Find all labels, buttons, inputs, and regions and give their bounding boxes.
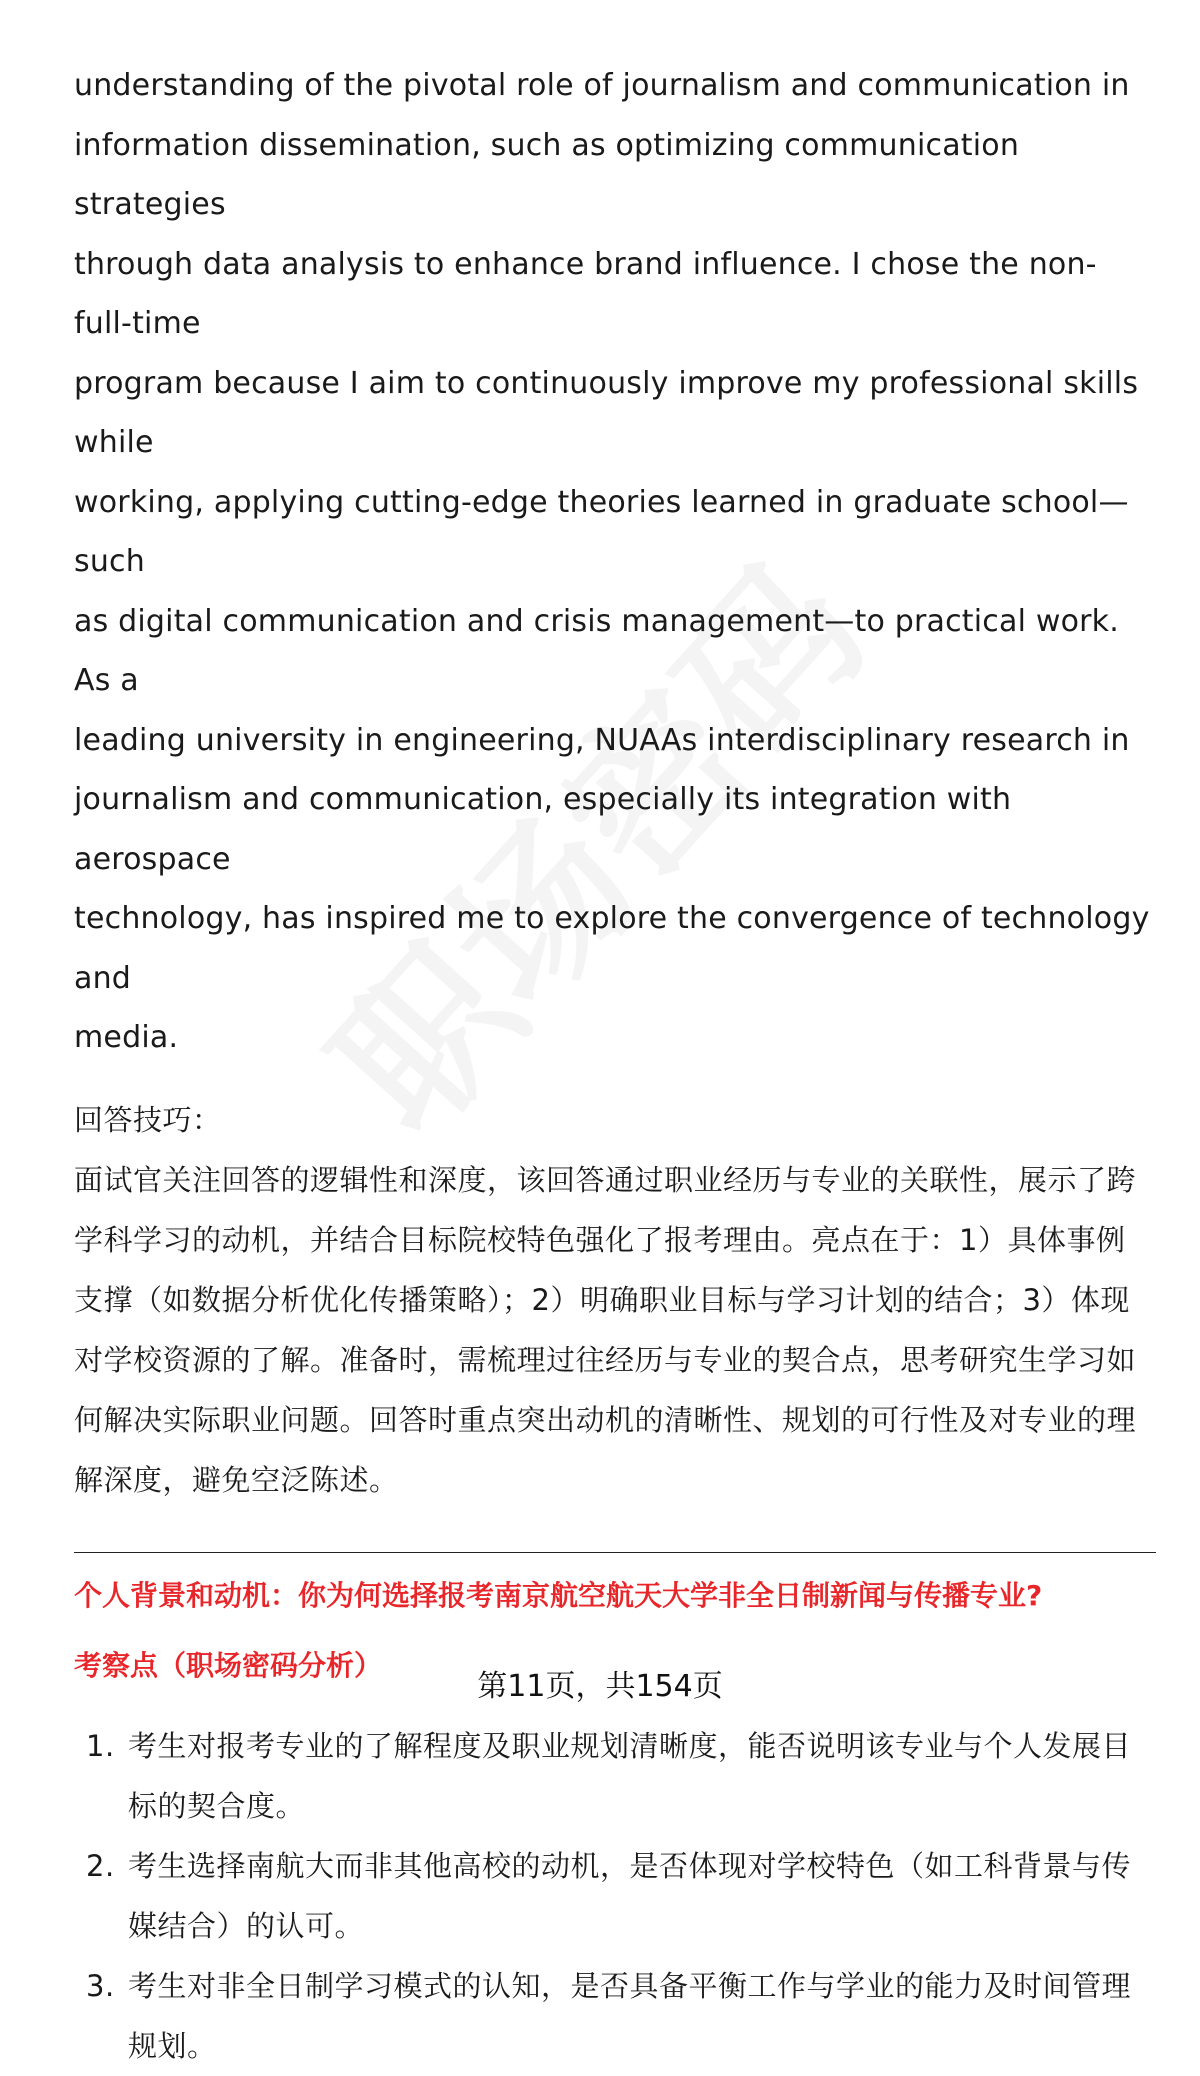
list-item-number: 3. — [86, 1968, 115, 2003]
answer-tips — [74, 1090, 1154, 1510]
tips-line: 何解决实际职业问题。回答时重点突出动机的清晰性、规划的可行性及对专业的理 — [74, 1402, 1137, 1437]
assessment-point-list — [74, 1716, 1154, 2076]
paragraph-line: working, applying cutting-edge theories learned in graduate school—such — [74, 484, 1129, 579]
paragraph-line: media. — [74, 1020, 179, 1055]
tips-line: 解深度，避免空泛陈述。 — [74, 1462, 399, 1497]
list-item-line: 考生对报考专业的了解程度及职业规划清晰度，能否说明该专业与个人发展目 — [128, 1728, 1132, 1763]
paragraph-line: understanding of the pivotal role of journalism and communication in — [74, 68, 1130, 103]
paragraph-line: technology, has inspired me to explore the convergence of technology and — [74, 901, 1150, 996]
list-item-line: 标的契合度。 — [128, 1788, 306, 1823]
tips-label: 回答技巧： — [74, 1102, 222, 1137]
paragraph-line: information dissemination, such as optimizing communication strategies — [74, 127, 1020, 222]
paragraph-line: as digital communication and crisis management—to practical work. As a — [74, 603, 1119, 698]
question-subtitle: 考察点（职场密码分析） — [74, 1648, 383, 1682]
list-item-line: 考生对非全日制学习模式的认知，是否具备平衡工作与学业的能力及时间管理 — [128, 1968, 1132, 2003]
paragraph-line: program because I aim to continuously improve my professional skills while — [74, 365, 1139, 460]
tips-line: 对学校资源的了解。准备时，需梳理过往经历与专业的契合点，思考研究生学习如 — [74, 1342, 1137, 1377]
list-item-line: 考生选择南航大而非其他高校的动机，是否体现对学校特色（如工科背景与传 — [128, 1848, 1132, 1883]
list-item-line: 媒结合）的认可。 — [128, 1908, 365, 1943]
list-item — [74, 1836, 1154, 1956]
answer-paragraph — [74, 56, 1154, 1068]
tips-line: 支撑（如数据分析优化传播策略）；2）明确职业目标与学习计划的结合；3）体现 — [74, 1282, 1130, 1317]
paragraph-line: leading university in engineering, NUAAs interdisciplinary research in — [74, 722, 1130, 758]
list-item — [74, 1956, 1154, 2076]
list-item-number: 1. — [86, 1728, 115, 1763]
tips-line: 面试官关注回答的逻辑性和深度，该回答通过职业经历与专业的关联性，展示了跨 — [74, 1162, 1137, 1197]
tips-line: 学科学习的动机，并结合目标院校特色强化了报考理由。亮点在于：1）具体事例 — [74, 1222, 1126, 1257]
section-divider — [74, 1552, 1156, 1553]
list-item-line: 规划。 — [128, 2028, 217, 2063]
paragraph-line: journalism and communication, especially its integration with aerospace — [74, 782, 1012, 877]
list-item — [74, 1716, 1154, 1836]
page-content — [74, 56, 1154, 2076]
list-item-number: 2. — [86, 1848, 115, 1883]
page-number: 第11页，共154页 — [477, 1669, 723, 1704]
paragraph-line: through data analysis to enhance brand influence. I chose the non-full-time — [74, 246, 1097, 341]
question-title: 个人背景和动机：你为何选择报考南京航空航天大学非全日制新闻与传播专业? — [74, 1578, 1043, 1612]
